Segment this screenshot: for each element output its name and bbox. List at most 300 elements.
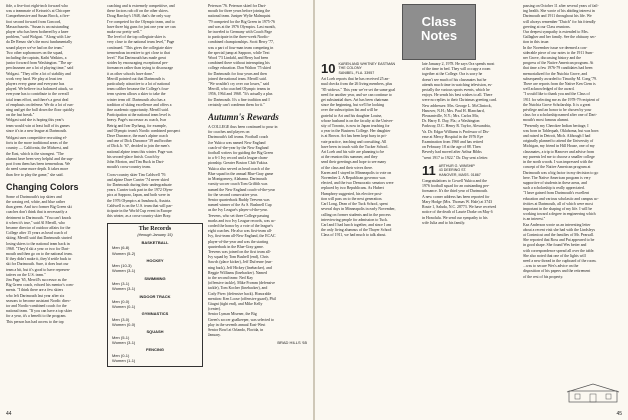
text-line: pionship. Greater Boston Club Yukica. [208,161,269,166]
text-line: play in the seventh annual East-West [208,322,266,327]
text-line: Ivy, first-team all-New England, the ECAC [208,234,276,239]
text-line: grateful to Art and his daughter Louise, [321,113,383,118]
text-line: junior forward from Washington. "The up- [6,61,73,66]
text-line: well acknowledged of the award. [523,87,575,92]
text-line: certainly can't condemn them for it." [208,102,265,107]
text-line: replaced by two Republicans. As Hubert [321,186,384,191]
text-line: player-of-the-year and was the starting [208,239,269,244]
autumns-rewards-heading: Autumn's Rewards [208,112,279,123]
class-notes-title-line1: Class [421,14,457,29]
class-1910-notes-continued [422,62,518,161]
text-line: skiing. Merrill said that Dartmouth started [6,236,72,241]
text-line: Green's soccer goalkeeper, was selected to [208,317,275,322]
text-line: need a new thread in the cupboard of the room. [523,258,597,263]
text-line: interviewing people for admission to Tuck. [321,217,388,222]
page-number-left: 44 [6,411,12,417]
text-line: 1968. "They'd ski a year or two for Dart- [6,246,70,251]
text-line: memorialized for the Nutchia Grove, and [523,71,588,76]
text-line: of emphasis on defense. We do a lot of run- [6,102,74,107]
text-line: such a scholarship is really appreciated. [523,186,585,191]
text-line: than five to play the game," she said. [6,172,64,177]
records-result-line: Men (5-1) [112,334,130,340]
text-line: sound player we've had on the team." [6,45,65,50]
text-line: Yukica also served as head coach of the [208,166,270,171]
records-result-line: Women (0-1) [112,304,136,310]
text-line: "went 1917 to 1922." Dr. Day sent a letter. [422,155,489,160]
class-notes-title [403,15,475,43]
text-line: send their greetings and hope to see many [321,160,387,165]
text-line: for Dartmouth for four years and then [208,71,267,76]
class-entry-1911 [422,164,518,177]
text-line: concept of the Native American program at [523,165,591,170]
records-sport-heading: BASKETBALL [141,239,169,245]
text-line: is at Brown. Art has been kept busy in pri- [321,134,387,139]
text-line: seasons to become assistant Nordic direc- [6,298,71,303]
text-line: as the Ivy League's player-of-the-year. [208,208,268,213]
text-line: was a part of four-man team competing in [208,45,274,50]
text-line: the 1976 Olympics at Innsbruck, Austria. [107,198,172,203]
right-column-2 [422,62,518,226]
text-line: level." But Dartmouth has made great [107,56,166,61]
text-line: in Honolulu. We send our sympathy to his [422,215,488,220]
text-line: working toward a degree in engineering which [523,212,596,217]
text-line: of the time in bed. They will occupy a room [422,67,491,72]
text-line: at the reunion this summer, and they [321,155,378,160]
text-line: Cody Pivec (defensive back). Honorable [208,291,272,296]
records-result-line: Women (3-1) [112,286,136,292]
text-line: Dartmouth was a big factor in my decision to go [523,170,599,175]
text-line: alumni have been very helpful and the sup- [6,156,74,161]
basketball-article-text [6,4,102,134]
text-line: player who has been bothered by a knee [6,30,69,35]
text-line: Beverly had moved after Arthur Bibbs [422,150,482,155]
text-line: have been in touch with the Tucker School. [321,144,389,149]
records-subtitle: (through January 15) [137,232,173,237]
class-1911-notes-continued [523,4,622,280]
text-line: Wood '73 Lindahl, and Berry had been [208,56,269,61]
text-line: education and various scholastic and campus ac- [523,196,599,201]
text-line: Merrill, who coached Olympic teams in [208,87,271,92]
text-line: Merrill pointed out that Dartmouth is [107,76,165,81]
text-line: progress of the Native American program. At [523,61,594,66]
left-page [0,0,313,420]
text-line: doesn't see much of his classmates but he [422,77,487,82]
class-notes-title-line2: Notes [420,28,458,43]
text-line: a year in the Business College. Her daughter [321,129,391,134]
records-result-line: Women (5-2) [112,250,136,256]
article-byline: BRAD HILLS '65 [277,340,307,346]
text-line: tradition of skiing excellence and offers a [107,102,172,107]
text-line: foot second forward from Concord, [6,19,62,24]
left-column-3 [208,4,307,346]
text-line: to a 6-1 Ivy record and a league cham- [208,156,269,161]
text-line: college education. Don Walton '75 skied [208,66,271,71]
text-line: heavy. Page's successor as coach, Ivar [107,118,167,123]
right-page [315,0,628,420]
text-line: 1976 football squad for an outstanding per- [422,184,490,189]
address-line: THE COLONY [338,66,362,71]
text-line: originally planned to attend the University of [523,139,594,144]
text-line: Teevens was joined on the first team all- [208,249,271,254]
text-line: College after 15 years as head coach of [6,231,68,236]
records-result-line: Men (0-1) [112,352,130,358]
text-line: Karen and I stayed in Minneapolis to vote on [321,170,392,175]
text-line: 1911 for selecting me as the 1978-79 recipient of [523,97,600,102]
text-line: in good shape. She found Wes better and [523,243,587,248]
text-line: greeting at our Class reunions. [523,24,571,29]
text-line: since the beginning, but we'll be looking [321,103,385,108]
text-line: Reggie Williams (linebacker). Named [208,270,267,275]
text-line: for Dartmouth. It's a fine tradition and I [208,97,270,102]
text-line: attends much time in watching television, es- [422,82,493,87]
text-line: supportive of students in these areas, and [523,180,587,185]
text-line: late January 2, 1978. He says Ora spends most [422,62,495,66]
text-line: Senior quarterback Buddy Teevens was [208,197,270,202]
text-line: mention: Ken Loose (offensive guard), Phil [208,296,276,301]
text-line: Va. Dr. Edgar Williams is Professor of Dis- [422,129,490,134]
text-line: She reported that Ross and Pat appeared to be [523,238,595,243]
text-line: "I have gained from Dartmouth's excellent [523,191,590,196]
text-line: problem," said Wolgast. "Along with Lin- [6,35,72,40]
text-line: ticipate in the World Cup event in Europe [107,208,172,213]
text-line: in Montgomery, Alabama. Dartmouth [208,177,267,182]
text-line: together at the College. Ora is sorry he [422,72,483,77]
text-line: his second-place finish. Coach by [107,154,160,159]
text-line: pecially the various sports events, which he [422,88,490,93]
text-line: Two other sophomores on the squad, [6,50,64,55]
text-line: national team. Juniper Wylie Malmquist [208,14,271,19]
text-line: do need some more depth. It takes more [6,167,69,172]
text-line: Wolgast said she is hoping this year's [6,118,64,123]
text-line: John Morton, and Tim Buck in Dart- [107,160,165,165]
changing-colors-heading: Changing Colors [6,181,79,192]
class-secretary-address [422,164,518,177]
text-line: nual checks from the 26 living members, plus [321,82,393,87]
text-line: Pleasantville, N.Y.; Mrs. Carlos Mir, [422,114,479,119]
address-line: KAREN AND WHITNEY EASTMAN [338,62,396,66]
text-line: Hanover, N.H.; Mrs. Paul H. Blanchard, [422,108,485,113]
text-line: ments. "I think there are a few skiers [6,288,64,293]
records-sport-heading: GYMNASTICS [141,311,169,317]
text-line: detriment to Dartmouth. "You can't knock [6,215,72,220]
left-column-1 [6,4,102,325]
text-line: get substantial dues. Art has been chairman [321,98,389,103]
text-line: Examination from 1960 and has retired [422,140,484,145]
text-line: Comprehensive and Susan Brock, a five- [6,14,70,19]
text-line: total team effort, and there's a great deal [6,97,69,102]
text-line: Dartmouth's fall teams. Football coach [208,135,269,140]
text-line: Gallagher and her family. See the obituary sec- [523,35,597,40]
text-line: in the north woods. I was impressed with the [523,160,593,165]
text-line: New addresses: Mrs. George L. McClintock, [422,103,492,108]
text-line: '79 competed for the Big Green in 1975-76 [208,19,275,24]
text-line: this winter, as a cross-country skier Bray. [107,214,172,219]
text-line: "I would like to thank you and the Class of [523,92,590,97]
text-line: of the rest of his property. [523,274,564,279]
text-line: calling on former students and in the process [321,212,391,217]
text-line: Ivy squad by Tom Bushell (end), Chris [208,255,269,260]
basketball-article-text-continued [6,136,102,178]
records-result-line: Men (3-0) [112,316,130,322]
text-line: Art Loeb reports that he has received 25 an- [321,77,390,82]
text-line: with correspondence spread all over the table. [523,248,595,253]
records-result-line: Women (1-1) [112,357,136,363]
text-line: port from them has been tremendous. We [6,162,71,167]
text-line: privilege and an honor to be chosen by your [523,108,592,113]
text-line: Route 1, Saluda, N.C. 28773. We have received [422,205,497,210]
text-line: enjoys. He sends his best wishes to all. There [422,93,493,98]
text-line: joined the national team. Merrill said. [208,76,267,81]
text-line: on the fast break." [6,113,35,118]
text-line: Some of Dartmouth's top skiers and [6,194,62,199]
text-line: Senior Lyman Misener, the Big [208,312,257,317]
text-line: became director of outdoor affairs for the [6,225,71,230]
text-line: football writers for guiding the Big Green [208,151,274,156]
text-line: Our deepest sympathy is extended to Mrs. [523,30,589,35]
text-line: of the class and their wives there. [321,165,373,170]
text-line: ning back), Jeff Hickey (linebacker), and [208,265,272,270]
text-line: Humphrey suggested, his elective posi- [321,191,383,196]
text-line: team would win at least half of its games [6,123,70,128]
text-line: If they didn't make it, they'd settle back to [6,257,72,262]
records-sport-heading: FENCING [146,347,164,353]
text-line: at Conimicut and the families of Mr. Pearsall. [523,232,594,237]
text-line: ease at Mercy Hospital in the 1976 Eye [422,134,484,139]
text-line: Carl and I had lunch together, and since I am [321,222,391,227]
text-line: notice of the death of Laurie Drake on May 6 [422,210,493,215]
text-line: were no replies to their Christmas greeting card. [422,98,497,103]
text-line: combined there without interrupting his [208,61,270,66]
text-line: Massachusetts. "Susan is an outstanding [6,24,69,29]
text-line: eight coaches. He also was first-team all- [208,229,273,234]
class-year-number: 10 [321,62,336,76]
text-line: forts in the more traditional areas of the [6,141,68,146]
address-line: 43 DEERING ST. [438,168,467,173]
text-line: class for a scholarship named after one of Dart- [523,113,597,118]
records-result-line: Men (6-8) [112,245,130,251]
text-line: disposition of his papers and the retirement [523,269,591,274]
text-line: and was at the 1976 Olympics. Last month, [208,24,276,29]
text-line: over the subscription list and will be [321,108,378,113]
records-sport-heading: SWIMMING [144,275,166,281]
text-line: ...was to secure Wes's advice on the [523,264,579,269]
text-line: and one of Dick Durrance '39 and brother [107,139,172,144]
text-line: on February 18 at the age of 88. Then [422,145,481,150]
records-box [107,223,203,367]
text-line: Dr. Harry E. Day, Fla.; a Washington [422,119,480,124]
text-line: Carl Long, Dean of the Tuck School, spent [321,202,388,207]
address-line: ARTHUR G. WINSHIP [438,163,475,168]
text-line: wife Julia and to his family. [422,220,466,225]
text-line: sity of Toronto, is now in Japan teaching for [321,124,390,129]
class-1910-notes [321,77,417,238]
text-line: national alpine team this winter. Page was [107,149,173,154]
skiing-article-text [107,4,203,171]
text-line: passing on October 11 after several years of fail- [523,4,599,8]
text-line: named winner of the As S. Bushnell Cup [208,203,272,208]
records-result-line: Men (0-0) [112,298,130,304]
records-result-line: Men (10-3) [112,263,132,269]
text-line: She also noted that one of the lights will [523,253,586,258]
text-line: these factors rub off on the other skiers. [107,9,169,14]
text-line: for Dartmouth during their undergraduate [107,182,172,187]
text-line: quarterback in the Blue-Gray game. [208,244,264,249]
text-line: important in the shaping of my life. I will be [523,206,593,211]
text-line: ner Grove, discussing history and the [523,56,581,61]
text-line: was a teammate of Keiraris's at Chicopee [6,9,71,14]
text-line: Teevens, who set three College passing [208,213,270,218]
changing-colors-text [6,195,102,325]
text-line: than green. And two former Big Green ski [6,205,72,210]
text-line: 1956, 1964 and 1968. "It's actually a plus [208,92,273,97]
text-line: Giugni (tight end), and Mike Kelly [208,301,263,306]
records-list [112,240,198,363]
text-line: tatives on the U.S. team." [6,272,46,277]
text-line: played. We believe in a balanced attack, so [6,87,73,92]
text-line: perclassmen are a lot of playing time," said [6,66,74,71]
class-year-number: 11 [422,163,436,178]
text-line: the East, which is the strongest. "The [6,151,64,156]
text-line: will always remember "Dutch" for his friendly [523,19,596,24]
text-line: This person has had access to the top [6,319,64,324]
text-line: named the New England coach-of-the-year [208,187,275,192]
text-line: mouth's cross-country team. [107,165,151,170]
records-result-line: Women (3-1) [112,339,136,345]
records-sport-heading: INDOOR TRACK [139,293,171,299]
text-line: Sawch (place kicker), Jeff Dufresne (run- [208,260,273,265]
text-line: combined championships. Scott Berry '77, [208,40,274,45]
text-line: Wolgast uses competitive recruiting ef- [6,136,68,141]
text-line: Blue squad in the annual Blue-Gray game [208,171,274,176]
text-line: The level of the top collegiate skier is [107,35,166,40]
text-line: marks and two Ivy League records, was ac- [208,218,276,223]
class-notes-banner [402,4,476,60]
text-line: Doug Barclay's 1948, that's the only way [107,14,171,19]
text-line: Congratulations to Cowell Yukica and the [422,179,488,184]
records-result-line: Women (3-1) [112,268,136,274]
text-line: that time a few 1976-79 candidates had been [523,66,593,71]
text-line: I've competed for the Olympic team, and to [107,19,175,24]
class-entry-1910 [321,62,417,75]
text-line: coach-of-the-year by the New England [208,145,269,150]
text-line: is an interest." [523,217,546,222]
text-line: formance. It's the third year of Dartmouth. [422,189,488,194]
text-line: for coaches and players on [208,130,250,135]
text-line: was born in Tahlequah, Oklahoma, but was born [523,128,599,133]
text-line: tivities at Dartmouth, all of which were most [523,201,593,206]
text-line: continued. "This gives the collegiate skier [107,45,173,50]
text-line: classmates, a trip to Hanover and advise from [523,149,595,154]
text-line: since it's in a new league at Dartmouth. [6,128,68,133]
text-line: mouth for three years before joining the [208,9,271,14]
page-number-right: 45 [616,411,622,417]
text-line: Parkway, D.C. Henry R. Taylor, Alexandria, [422,124,491,129]
text-line: country — California, the Midwest, and [6,146,69,151]
text-line: make our pretty well." [107,30,142,35]
text-line: There are reports from the Native Ken Ciem is [523,82,596,87]
text-line: "Presently my Cherokee Indian heritage, I [523,123,589,128]
text-line: term system allows a skier to take the [107,92,166,97]
text-line: siderable piece of our notes to the 1911 Sum- [523,50,594,55]
text-line: to the second team: Ned Kay [208,275,254,280]
text-line: and alpine Dave Currier '74 never skied [107,177,169,182]
right-column-3 [523,4,622,374]
records-sport-heading: SQUASH [146,329,164,335]
text-line: "85 widows." This year we've set the same goal [321,87,396,92]
text-line: Art Loeb and his wife are planning to be [321,150,385,155]
text-line: here. The Native American program is very [523,175,591,180]
text-line: da De Renzo she's the most fundamentally [6,40,73,45]
text-line: vate practice, teaching and consulting. All [321,139,387,144]
text-line: team a bit, but it's good to have represen- [6,267,71,272]
records-result-line: Men (3-1) [112,281,130,286]
text-line: tion will pass on to the next generation. [321,196,383,201]
text-line: Kaz Anderson wrote us an interesting letter [523,222,591,227]
text-line: coaching and is extremely competitive, and [107,4,175,8]
text-line: Michigan, my friend in Hill House, one of my [523,144,595,149]
text-line: corded the honor by a vote of the league's [208,223,273,228]
text-line: November 2. A Republican governor was [321,176,386,181]
text-line: (center). [208,307,222,312]
text-line: my parents led me to choose a smaller college [523,154,595,159]
left-column-2 [107,4,203,371]
text-line: the only living alumnus of the Thayer School [321,228,392,233]
text-line: tremendous incentive to get close to that [107,50,170,55]
text-line: including the captain, Kathi Watkins, a [6,56,67,61]
text-line: A COLLEGE thus been continued to pour in [208,125,278,130]
text-line: and Olympic team's Nordic combined prospect [107,128,181,133]
text-line: elected, and the two Democratic senators were [321,181,394,186]
text-line: ning and get the ball down the floor quickly [6,108,75,113]
text-line: losing skiers to the national team back in [6,241,70,246]
text-line: for a year, it's a benefit to the program. [6,314,67,319]
text-line: January. [208,333,221,338]
text-line: Wolgast. "They offer a lot of stability and [6,71,71,76]
skiing-article-text-continued [107,173,203,220]
address-line: HANOVER, MASS. 01867 [438,172,481,177]
text-line: Cross-country skier Tim Caldwell '76 [107,172,166,177]
text-line: the Nutchia Grove Scholarship. It is a great [523,102,591,107]
records-title: The Records [138,226,172,233]
text-line: it as other schools have done." [107,71,155,76]
text-line: Dartmouth and 1911 throughout his life. We [523,14,592,19]
text-line: Jim Page '65, Merrill's successor as the [6,277,67,282]
text-line: tion in this issue. [523,40,550,45]
skiing-article-conclusion [208,4,307,108]
text-line: tor and Nordic-combined coach for the [6,303,67,308]
text-line: mouth's most famous alumni. [523,118,569,123]
text-line: need for another year, and we can continue to [321,92,392,97]
text-line: the special jump at Sapporo, while Text [208,50,270,55]
text-line: who left Dartmouth last year after six [6,293,65,298]
text-line: he traveled to Germany with Coach Page [208,30,272,35]
text-line: winter term off. Dartmouth also has a [107,97,166,102]
text-line: fide, a five-foot eight-inch forward who [6,4,69,8]
text-line: for the second consecutive year. [208,192,258,197]
text-line: fine academic opportunity. Merrill said. [107,108,169,113]
text-line: whose husband is on the faculty at the Univer- [321,118,394,123]
text-line: ski for Dartmouth. Sure, it does hurt our [6,262,69,267]
text-line: strides by encouraging exceptional per- [107,61,169,66]
text-line: players every game and everyone has [6,82,65,87]
text-line: varsity soccer coach Tom Griffith was [208,182,268,187]
autumns-rewards-text [208,125,307,338]
text-line: formances rather than trying to discourage [107,66,174,71]
text-line: have three big guns for just one year we can [107,24,176,29]
records-result-line: Women (0-0) [112,322,136,328]
text-line: "We wouldn't cry over our losses," said [208,82,270,87]
text-line: Beirig and Ivar Dyrhaug, for example, [107,123,167,128]
